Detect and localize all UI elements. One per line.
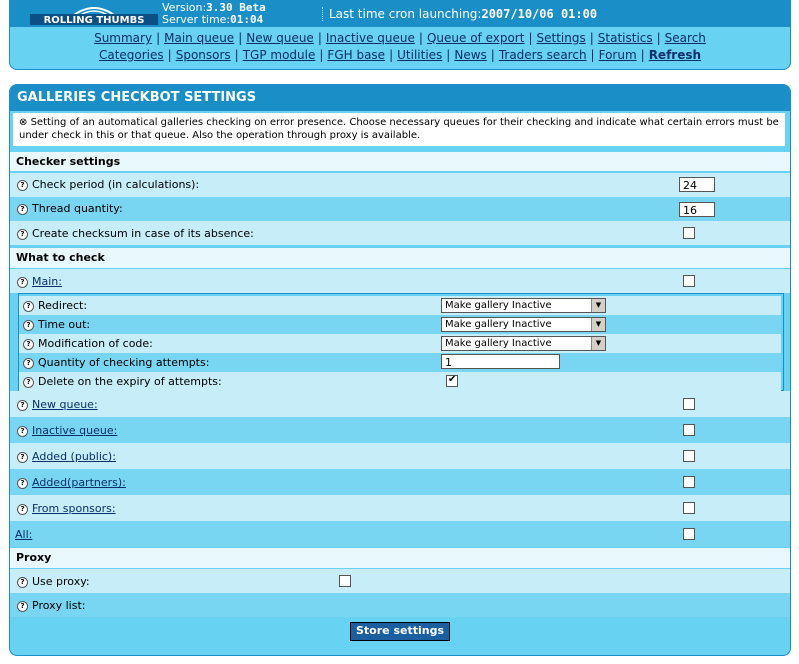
modification-label: Modification of code:: [38, 337, 153, 350]
cron-label: Last time cron launching:: [329, 7, 482, 21]
help-icon[interactable]: ?: [17, 478, 28, 489]
delete-expiry-checkbox[interactable]: [446, 375, 458, 387]
server-time-value: 01:04: [230, 13, 264, 26]
thread-quantity-input[interactable]: 16: [679, 202, 715, 217]
row-new-queue: [10, 391, 790, 417]
cron-time: 2007/10/06 01:00: [481, 7, 598, 21]
nav-forum[interactable]: Forum: [598, 48, 637, 62]
added-public-link[interactable]: Added (public):: [32, 450, 116, 463]
nav-utilities[interactable]: Utilities: [397, 48, 443, 62]
nav-search[interactable]: Search: [664, 31, 706, 45]
version-value: 3.30 Beta: [206, 1, 266, 14]
use-proxy-checkbox[interactable]: [339, 575, 351, 587]
row-all: [10, 521, 790, 547]
redirect-select[interactable]: [441, 298, 606, 313]
nav-fgh-base[interactable]: FGH base: [327, 48, 386, 62]
nav-tgp-module[interactable]: TGP module: [242, 48, 316, 62]
nav-settings[interactable]: Settings: [536, 31, 586, 45]
version-info: [162, 2, 266, 26]
main-queue-link[interactable]: Main:: [32, 275, 62, 288]
nav-main-queue[interactable]: Main queue: [164, 31, 235, 45]
new-queue-checkbox[interactable]: [683, 398, 695, 410]
rolling-thumbs-logo[interactable]: [30, 4, 158, 26]
row-from-sponsors: [10, 495, 790, 521]
create-checksum-label: Create checksum in case of its absence:: [32, 227, 254, 240]
row-main-queue: [10, 269, 790, 293]
nav-new-queue[interactable]: New queue: [246, 31, 314, 45]
panel-description: [13, 113, 785, 146]
help-icon[interactable]: ?: [17, 204, 28, 215]
cron-info: [322, 7, 597, 21]
proxy-list-label: Proxy list:: [32, 599, 86, 612]
inactive-queue-link[interactable]: Inactive queue:: [32, 424, 118, 437]
main-queue-options: [18, 293, 784, 391]
added-public-checkbox[interactable]: [683, 450, 695, 462]
use-proxy-label: Use proxy:: [32, 575, 90, 588]
help-icon[interactable]: ?: [17, 601, 28, 612]
checkbot-settings-panel: [9, 84, 791, 656]
attempts-input[interactable]: 1: [441, 354, 560, 369]
row-proxy-list: [10, 593, 790, 617]
help-icon[interactable]: ?: [17, 452, 28, 463]
help-icon[interactable]: ?: [23, 358, 34, 369]
help-icon[interactable]: ?: [23, 377, 34, 388]
all-checkbox[interactable]: [683, 528, 695, 540]
modification-selected: Make gallery Inactive: [445, 338, 552, 349]
nav-refresh[interactable]: Refresh: [648, 48, 702, 62]
row-modification: [19, 334, 781, 353]
row-redirect: [19, 296, 781, 315]
row-added-public: [10, 443, 790, 469]
create-checksum-checkbox[interactable]: [683, 227, 695, 239]
row-attempts: [19, 353, 781, 372]
chevron-down-icon[interactable]: ▼: [591, 318, 605, 331]
nav-categories[interactable]: Categories: [98, 48, 164, 62]
nav-queue-of-export[interactable]: Queue of export: [426, 31, 525, 45]
nav-inactive-queue[interactable]: Inactive queue: [325, 31, 415, 45]
nav-traders-search[interactable]: Traders search: [498, 48, 587, 62]
close-circle-icon: ⊗: [19, 117, 28, 128]
check-period-label: Check period (in calculations):: [32, 178, 200, 191]
section-checker-settings: Checker settings: [10, 152, 790, 171]
description-text: Setting of an automatical galleries checking on error presence. Choose necessary queues for their checking and indicate what certain errors must be under check in this or that queue. Also the operation through proxy is available.: [19, 117, 779, 141]
row-timeout: [19, 315, 781, 334]
all-link[interactable]: All:: [15, 528, 33, 541]
help-icon[interactable]: ?: [17, 229, 28, 240]
attempts-label: Quantity of checking attempts:: [38, 356, 210, 369]
server-time-label: Server time:: [162, 13, 231, 26]
redirect-selected: Make gallery Inactive: [445, 300, 552, 311]
redirect-label: Redirect:: [38, 299, 88, 312]
row-delete-expiry: [19, 372, 781, 391]
nav-row-1: Summary | Main queue | New queue | Inactive queue | Queue of export | Settings | Statistics | Search: [94, 31, 706, 45]
timeout-select[interactable]: [441, 317, 606, 332]
row-added-partners: [10, 469, 790, 495]
logo-text: ROLLING THUMBS: [43, 15, 145, 26]
nav-sponsors[interactable]: Sponsors: [175, 48, 231, 62]
section-what-to-check: What to check: [10, 248, 790, 268]
check-period-input[interactable]: 24: [679, 177, 715, 192]
from-sponsors-link[interactable]: From sponsors:: [32, 502, 116, 515]
nav-statistics[interactable]: Statistics: [597, 31, 653, 45]
chevron-down-icon[interactable]: ▼: [591, 299, 605, 312]
help-icon[interactable]: ?: [17, 426, 28, 437]
main-queue-checkbox[interactable]: [683, 275, 695, 287]
chevron-down-icon[interactable]: ▼: [591, 337, 605, 350]
help-icon[interactable]: ?: [23, 320, 34, 331]
help-icon[interactable]: ?: [17, 504, 28, 515]
new-queue-link[interactable]: New queue:: [32, 398, 98, 411]
help-icon[interactable]: ?: [17, 577, 28, 588]
nav-row-2: Categories | Sponsors | TGP module | FGH base | Utilities | News | Traders search | Forum | Refresh: [98, 48, 702, 62]
section-proxy: Proxy: [10, 548, 790, 568]
added-partners-link[interactable]: Added(partners):: [32, 476, 126, 489]
row-check-period: [10, 173, 790, 197]
timeout-label: Time out:: [38, 318, 91, 331]
help-icon[interactable]: ?: [23, 339, 34, 350]
row-create-checksum: [10, 221, 790, 245]
row-thread-quantity: [10, 197, 790, 221]
row-use-proxy: [10, 569, 790, 593]
added-partners-checkbox[interactable]: [683, 476, 695, 488]
inactive-queue-checkbox[interactable]: [683, 424, 695, 436]
from-sponsors-checkbox[interactable]: [683, 502, 695, 514]
nav-news[interactable]: News: [454, 48, 487, 62]
help-icon[interactable]: ?: [17, 277, 28, 288]
help-icon[interactable]: ?: [23, 301, 34, 312]
row-inactive-queue: [10, 417, 790, 443]
panel-title: GALLERIES CHECKBOT SETTINGS: [10, 85, 790, 111]
help-icon[interactable]: ?: [17, 180, 28, 191]
top-header: [9, 0, 791, 70]
version-label: Version:: [162, 1, 207, 14]
nav-summary[interactable]: Summary: [94, 31, 153, 45]
delete-expiry-label: Delete on the expiry of attempts:: [38, 375, 222, 388]
thread-quantity-label: Thread quantity:: [32, 202, 123, 215]
store-settings-button[interactable]: Store settings: [350, 622, 450, 641]
modification-select[interactable]: [441, 336, 606, 351]
help-icon[interactable]: ?: [17, 400, 28, 411]
timeout-selected: Make gallery Inactive: [445, 319, 552, 330]
